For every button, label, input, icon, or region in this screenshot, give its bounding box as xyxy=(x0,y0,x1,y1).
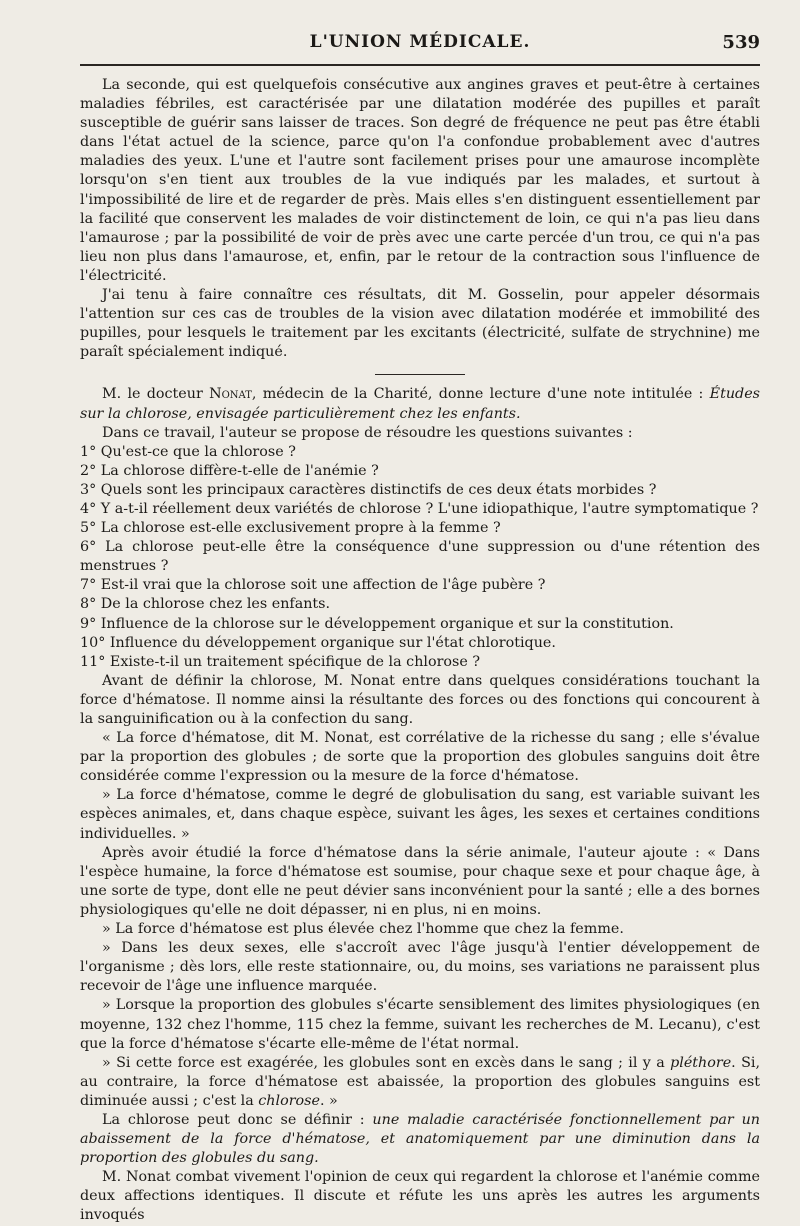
list-item: 6° La chlorose peut-elle être la conséquence d'une suppression ou d'une rétention des menstrues ? xyxy=(80,539,760,575)
definition-italic: une maladie caractérisée fonctionnellement par un abaissement de la force d'hématose, et anatomiquement par une diminution dans la proportion des globules du sang. xyxy=(80,1111,760,1167)
paragraph: « La force d'hématose, dit M. Nonat, est corrélative de la richesse du sang ; elle s'évalue par la proportion des globules ; de sorte que la proportion des globules sanguins doit être considérée comme l'expression ou la mesure de la force d'hématose. xyxy=(80,730,760,785)
list-item: 2° La chlorose diffère-t-elle de l'anémie ? xyxy=(80,462,379,479)
list-item: 9° Influence de la chlorose sur le développement organique et sur la constitution. xyxy=(80,615,674,632)
paragraph: J'ai tenu à faire connaître ces résultats, dit M. Gosselin, pour appeler désormais l'attention sur ces cas de troubles de la vision avec dilatation modérée et immobilité des pupilles, pour lesquels le traitement par les excitants (électricité, sulfate de strychnine) me paraît spécialement indiqué. xyxy=(80,287,760,361)
list-item: 3° Quels sont les principaux caractères distinctifs de ces deux états morbides ? xyxy=(80,481,657,498)
paragraph: Avant de définir la chlorose, M. Nonat entre dans quelques considérations touchant la force d'hématose. Il nomme ainsi la résultante des forces ou des fonctions qui concourent à la sanguinification ou à la confection du sang. xyxy=(80,672,760,727)
text-span: M. le docteur xyxy=(102,386,210,403)
paragraph: Dans ce travail, l'auteur se propose de résoudre les questions suivantes : xyxy=(102,424,633,441)
paragraph-plethore xyxy=(80,1054,760,1111)
text-span: . » xyxy=(319,1092,338,1109)
list-item: 7° Est-il vrai que la chlorose soit une affection de l'âge pubère ? xyxy=(80,577,546,594)
questions-list xyxy=(80,443,760,672)
paragraph: » Lorsque la proportion des globules s'écarte sensiblement des limites physiologiques (en moyenne, 132 chez l'homme, 115 chez la femme, suivant les recherches de M. Lecanu), c'est que la force d'hématose s'écarte elle-même de l'état normal. xyxy=(80,997,760,1052)
page-header xyxy=(80,30,760,58)
paragraph-nonat-intro xyxy=(80,385,760,423)
author-name: Nonat xyxy=(209,386,252,403)
paragraph: M. Nonat combat vivement l'opinion de ceux qui regardent la chlorose et l'anémie comme deux affections identiques. Il discute et réfute les uns après les autres les arguments invoqués xyxy=(80,1169,760,1224)
paragraph: » La force d'hématose, comme le degré de globulisation du sang, est variable suivant les espèces animales, et, dans chaque espèce, suivant les âges, les sexes et certaines conditions individuelles. » xyxy=(80,787,760,842)
list-item: 8° De la chlorose chez les enfants. xyxy=(80,596,331,613)
list-item: 11° Existe-t-il un traitement spécifique de la chlorose ? xyxy=(80,653,481,670)
article-body xyxy=(80,76,760,1226)
paragraph-definition xyxy=(80,1111,760,1168)
paragraph: Après avoir étudié la force d'hématose dans la série animale, l'auteur ajoute : « Dans l'espèce humaine, la force d'hématose est soumise, pour chaque sexe et pour chaque âge, à une sorte de type, dont elle ne peut dévier sans inconvénient pour la santé ; elle a des bornes physiologiques qu'elle ne doit dépasser, ni en plus, ni en moins. xyxy=(80,844,760,918)
page-number: 539 xyxy=(722,32,760,53)
running-title: L'UNION MÉDICALE. xyxy=(309,32,531,52)
text-span: , médecin de la Charité, donne lecture d'une note intitulée : xyxy=(251,386,710,403)
term-plethore: pléthore xyxy=(670,1054,732,1071)
note-title: Études sur la chlorose, envisagée particulièrement chez les enfants. xyxy=(80,386,760,422)
header-rule xyxy=(80,64,760,66)
text-span: . Si, au contraire, la force d'hématose est abaissée, la proportion des globules sanguins est diminuée aussi ; c'est la xyxy=(80,1054,760,1109)
text-span: La chlorose peut donc se définir : xyxy=(102,1111,373,1128)
paragraph: La seconde, qui est quelquefois consécutive aux angines graves et peut-être à certaines maladies fébriles, est caractérisée par une dilatation modérée des pupilles et paraît susceptible de guérir sans laisser de traces. Son degré de fréquence ne peut pas être établi dans l'état actuel de la science, parce qu'on l'a confondue probablement avec d'autres maladies des yeux. L'une et l'autre sont facilement prises pour une amaurose incomplète lorsqu'on s'en tient aux troubles de la vue indiqués par les malades, et surtout à l'impossibilité de lire et de regarder de près. Mais elles s'en distinguent essentiellement par la facilité que conservent les malades de voir distinctement de loin, ce qui n'a pas lieu dans l'amaurose ; par la possibilité de voir de près avec une carte percée d'un trou, ce qui n'a pas lieu non plus dans l'amaurose, et, enfin, par le retour de la contraction sous l'influence de l'électricité. xyxy=(80,77,760,284)
list-item: 5° La chlorose est-elle exclusivement propre à la femme ? xyxy=(80,520,501,537)
list-item: 4° Y a-t-il réellement deux variétés de chlorose ? L'une idiopathique, l'autre symptomatique ? xyxy=(80,500,759,517)
text-span: » Si cette force est exagérée, les globules sont en excès dans le sang ; il y a xyxy=(102,1054,671,1071)
list-item: 10° Influence du développement organique sur l'état chlorotique. xyxy=(80,634,556,651)
list-item: 1° Qu'est-ce que la chlorose ? xyxy=(80,443,296,460)
term-chlorose: chlorose xyxy=(258,1092,320,1109)
paragraph: » La force d'hématose est plus élevée chez l'homme que chez la femme. xyxy=(102,921,624,938)
section-separator xyxy=(375,374,465,375)
paragraph: » Dans les deux sexes, elle s'accroît avec l'âge jusqu'à l'entier développement de l'organisme ; dès lors, elle reste stationnaire, ou, du moins, ses variations ne paraissent plus recevoir de l'âge une influence marquée. xyxy=(80,940,760,995)
